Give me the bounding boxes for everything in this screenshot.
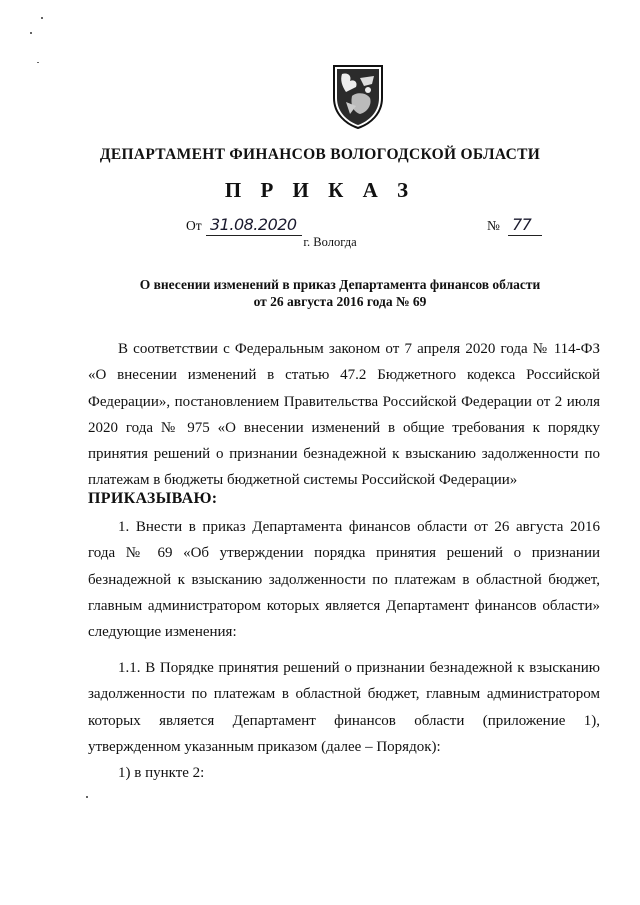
item-1-paragraph bbox=[88, 514, 600, 645]
preamble-paragraph bbox=[88, 336, 600, 494]
scan-speck bbox=[37, 62, 39, 63]
order-directive: ПРИКАЗЫВАЮ: bbox=[88, 490, 218, 507]
item-1-text: 1. Внести в приказ Департамента финансов области от 26 августа 2016 года № 69 «Об утверждении порядка принятия решений о признании безнадежной к взысканию задолженности по платежам в областной бюджет, главным администратором которых является Департамент финансов области» следующие изменения: bbox=[88, 519, 600, 641]
item-1-1-paragraph bbox=[88, 655, 600, 760]
scan-speck bbox=[30, 32, 32, 34]
department-name: ДЕПАРТАМЕНТ ФИНАНСОВ ВОЛОГОДСКОЙ ОБЛАСТИ bbox=[99, 146, 541, 163]
scan-speck bbox=[41, 17, 43, 19]
handwritten-number: 77 bbox=[512, 215, 532, 234]
sub-item-1-text: 1) в пункте 2: bbox=[118, 765, 205, 781]
city-label: г. Вологда bbox=[303, 235, 357, 249]
vologda-coat-of-arms-icon bbox=[330, 62, 386, 130]
order-subject bbox=[120, 276, 560, 310]
sub-item-1-paragraph bbox=[88, 760, 600, 786]
subject-line: О внесении изменений в приказ Департамента финансов области bbox=[139, 277, 541, 292]
scan-speck bbox=[86, 796, 88, 798]
item-1-1-text: 1.1. В Порядке принятия решений о признании безнадежной к взысканию задолженности по платежам в областной бюджет, главным администратором которых является Департамент финансов области (приложение 1), утвержденном указанным приказом (далее – Порядок): bbox=[88, 660, 600, 755]
date-label: От bbox=[186, 218, 202, 233]
handwritten-date: 31.08.2020 bbox=[210, 215, 297, 234]
document-type-title: П Р И К А З bbox=[224, 178, 416, 202]
number-label: № bbox=[487, 218, 500, 233]
subject-line: от 26 августа 2016 года № 69 bbox=[253, 294, 427, 309]
preamble-text: В соответствии с Федеральным законом от 7 апреля 2020 года № 114-ФЗ «О внесении изменений в статью 47.2 Бюджетного кодекса Российской Федерации», постановлением Правительства Российской Федерации от 2 июля 2020 года № 975 «О внесении изменений в общие требования к порядку принятия решений о признании безнадежной к взысканию задолженности по платежам в бюджеты бюджетной системы Российской Федерации» bbox=[88, 341, 600, 489]
